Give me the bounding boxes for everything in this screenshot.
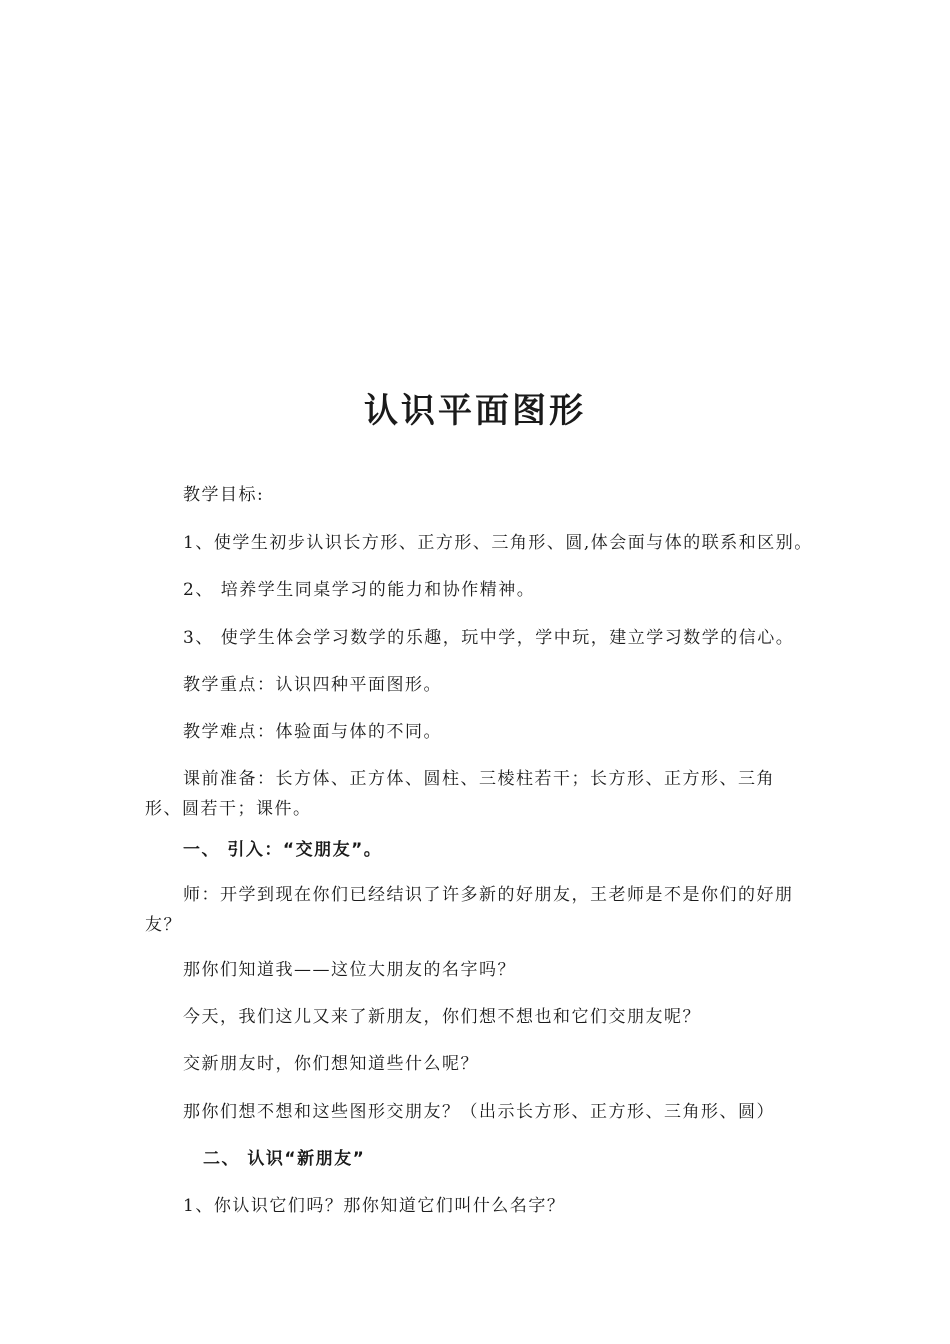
- objective-1: 1、使学生初步认识长方形、正方形、三角形、圆,体会面与体的联系和区别。: [183, 533, 813, 553]
- preparation: 课前准备：长方体、正方体、圆柱、三棱柱若干；长方形、正方形、三角形、圆若干；课件。: [145, 769, 775, 819]
- key-point: 教学重点：认识四种平面图形。: [183, 675, 442, 695]
- teacher-intro: 师：开学到现在你们已经结识了许多新的好朋友，王老师是不是你们的好朋友？: [145, 885, 794, 935]
- question-shapes: 那你们想不想和这些图形交朋友？（出示长方形、正方形、三角形、圆）: [183, 1102, 775, 1122]
- question-what-know: 交新朋友时，你们想知道些什么呢？: [183, 1054, 479, 1074]
- section-1-heading: 一、 引入：“交朋友”。: [183, 840, 383, 860]
- document-title: 认识平面图形: [364, 391, 586, 431]
- question-name: 那你们知道我——这位大朋友的名字吗？: [183, 960, 516, 980]
- objective-3: 3、 使学生体会学习数学的乐趣，玩中学，学中玩，建立学习数学的信心。: [183, 628, 795, 648]
- step-1: 1、你认识它们吗？那你知道它们叫什么名字？: [183, 1196, 566, 1216]
- objective-2: 2、 培养学生同桌学习的能力和协作精神。: [183, 580, 536, 600]
- section-2-heading: 二、 认识“新朋友”: [203, 1149, 366, 1169]
- objectives-heading: 教学目标:: [183, 485, 265, 505]
- difficulty: 教学难点：体验面与体的不同。: [183, 722, 442, 742]
- question-new-friends: 今天，我们这儿又来了新朋友，你们想不想也和它们交朋友呢？: [183, 1007, 701, 1027]
